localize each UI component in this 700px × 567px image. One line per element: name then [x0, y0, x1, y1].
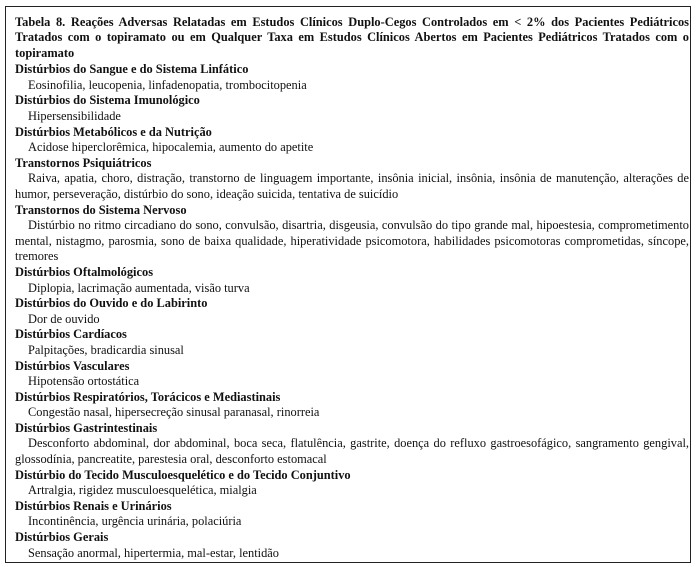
- table-content: [15, 15, 689, 561]
- category-heading: Distúrbios Respiratórios, Torácicos e Mediastinais: [15, 389, 281, 404]
- category-items: Hipotensão ortostática: [28, 374, 140, 389]
- category-items: Hipersensibilidade: [28, 109, 121, 123]
- category-items: Palpitações, bradicardia sinusal: [28, 342, 184, 357]
- category-heading: Transtornos do Sistema Nervoso: [15, 202, 187, 217]
- category-items: Artralgia, rigidez musculoesquelética, mialgia: [28, 483, 257, 498]
- category-heading: Distúrbio do Tecido Musculoesquelético e do Tecido Conjuntivo: [15, 467, 351, 482]
- category-heading: Transtornos Psiquiátricos: [15, 155, 152, 170]
- category-heading: Distúrbios Gerais: [15, 530, 109, 545]
- category-items: Eosinofilia, leucopenia, linfadenopatia, trombocitopenia: [28, 77, 307, 92]
- category-items: Dor de ouvido: [28, 311, 100, 326]
- category-heading: Distúrbios do Sistema Imunológico: [15, 93, 200, 108]
- category-items: Desconforto abdominal, dor abdominal, boca seca, flatulência, gastrite, doença do refluxo gastroesofágico, sangramento gengival, glossodínia, pancreatite, parestesia oral, desconforto estomacal: [15, 436, 689, 467]
- category-items: Sensação anormal, hipertermia, mal-estar, lentidão: [28, 545, 280, 560]
- category-heading: Distúrbios do Ouvido e do Labirinto: [15, 296, 208, 311]
- category-heading: Distúrbios Metabólicos e da Nutrição: [15, 124, 212, 139]
- category-heading: Distúrbios Gastrintestinais: [15, 420, 158, 435]
- category-items: Raiva, apatia, choro, distração, transtorno de linguagem importante, insônia inicial, insônia, insônia de manutenção, alterações de humor, perseveração, distúrbio do sono, ideação suicida, tentativa de suicídio: [15, 171, 689, 201]
- category-items: Congestão nasal, hipersecreção sinusal paranasal, rinorreia: [28, 405, 320, 420]
- category-items: Diplopia, lacrimação aumentada, visão turva: [28, 280, 250, 295]
- category-items: Incontinência, urgência urinária, polaciúria: [28, 514, 242, 529]
- category-heading: Distúrbios Renais e Urinários: [15, 498, 172, 513]
- category-heading: Distúrbios Cardíacos: [15, 327, 127, 342]
- category-heading: Distúrbios do Sangue e do Sistema Linfático: [15, 62, 249, 77]
- category-items: Acidose hiperclorêmica, hipocalemia, aumento do apetite: [28, 140, 314, 155]
- table-title: Tabela 8. Reações Adversas Relatadas em Estudos Clínicos Duplo-Cegos Controlados em < 2% dos Pacientes Pediátricos Tratados com o topiramato ou em Qualquer Taxa em Estudos Clínicos Abertos em Pacientes Pediátricos Tratados com o topiramato: [15, 15, 689, 60]
- category-heading: Distúrbios Vasculares: [15, 358, 130, 373]
- adverse-reactions-table: [5, 6, 691, 563]
- category-heading: Distúrbios Oftalmológicos: [15, 264, 154, 279]
- category-items: Distúrbio no ritmo circadiano do sono, convulsão, disartria, disgeusia, convulsão do tipo grande mal, hipoestesia, comprometimento mental, nistagmo, parosmia, sono de baixa qualidade, hiperatividade psicomotora, habilidades psicomotoras comprometidas, síncope, tremores: [15, 218, 689, 264]
